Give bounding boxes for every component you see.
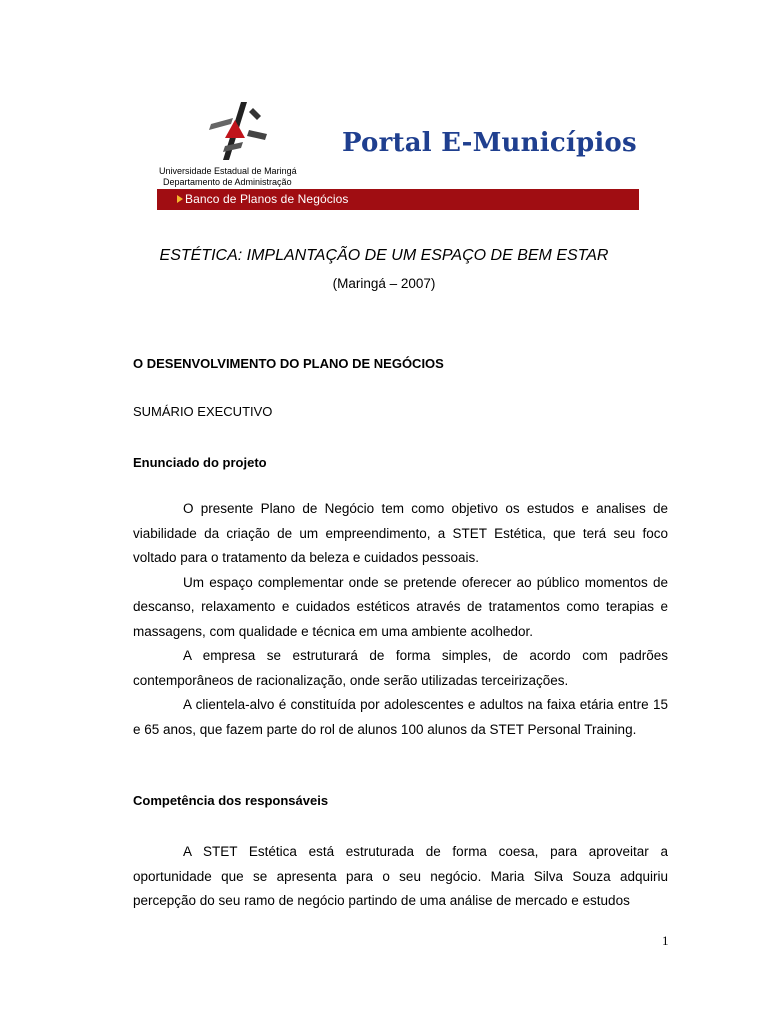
department-name: Departamento de Administração — [163, 177, 292, 187]
subsection-heading: SUMÁRIO EXECUTIVO — [133, 404, 273, 419]
portal-header — [157, 98, 639, 212]
paragraph-group-1 — [133, 497, 668, 742]
paragraph: A empresa se estruturará de forma simples, de acordo com padrões contemporâneos de racionalização, onde serão utilizadas terceirizações. — [133, 648, 668, 688]
portal-title: Portal E-Municípios — [342, 128, 637, 158]
document-subtitle: (Maringá – 2007) — [332, 276, 436, 291]
banner-label: Banco de Planos de Negócios — [185, 192, 349, 206]
section-heading: O DESENVOLVIMENTO DO PLANO DE NEGÓCIOS — [133, 356, 444, 371]
document-title: ESTÉTICA: IMPLANTAÇÃO DE UM ESPAÇO DE BEM ESTAR — [159, 247, 609, 264]
university-name: Universidade Estadual de Maringá — [159, 166, 297, 176]
paragraph: A STET Estética está estruturada de forma coesa, para aproveitar a oportunidade que se apresenta para o seu negócio. Maria Silva Souza adquiriu percepção do seu ramo de negócio partindo de uma análise de mercado e estudos — [133, 844, 668, 908]
banner-bar — [157, 189, 639, 210]
page-number: 1 — [662, 933, 669, 948]
paragraph: A clientela-alvo é constituída por adolescentes e adultos na faixa etária entre 15 e 65 anos, que fazem parte do rol de alunos 100 alunos da STET Personal Training. — [133, 697, 668, 737]
paragraph: O presente Plano de Negócio tem como objetivo os estudos e analises de viabilidade da criação de um empreendimento, a STET Estética, que terá seu foco voltado para o tratamento da beleza e cuidados pessoais. — [133, 501, 668, 565]
arrow-right-icon — [177, 195, 183, 203]
paragraph-group-2 — [133, 840, 668, 914]
uem-logo-icon — [203, 98, 269, 164]
paragraph: Um espaço complementar onde se pretende oferecer ao público momentos de descanso, relaxamento e cuidados estéticos através de tratamentos como terapias e massagens, com qualidade e técnica em uma ambiente acolhedor. — [133, 574, 668, 639]
heading-competence: Competência dos responsáveis — [133, 793, 329, 808]
heading-project-statement: Enunciado do projeto — [133, 455, 267, 470]
